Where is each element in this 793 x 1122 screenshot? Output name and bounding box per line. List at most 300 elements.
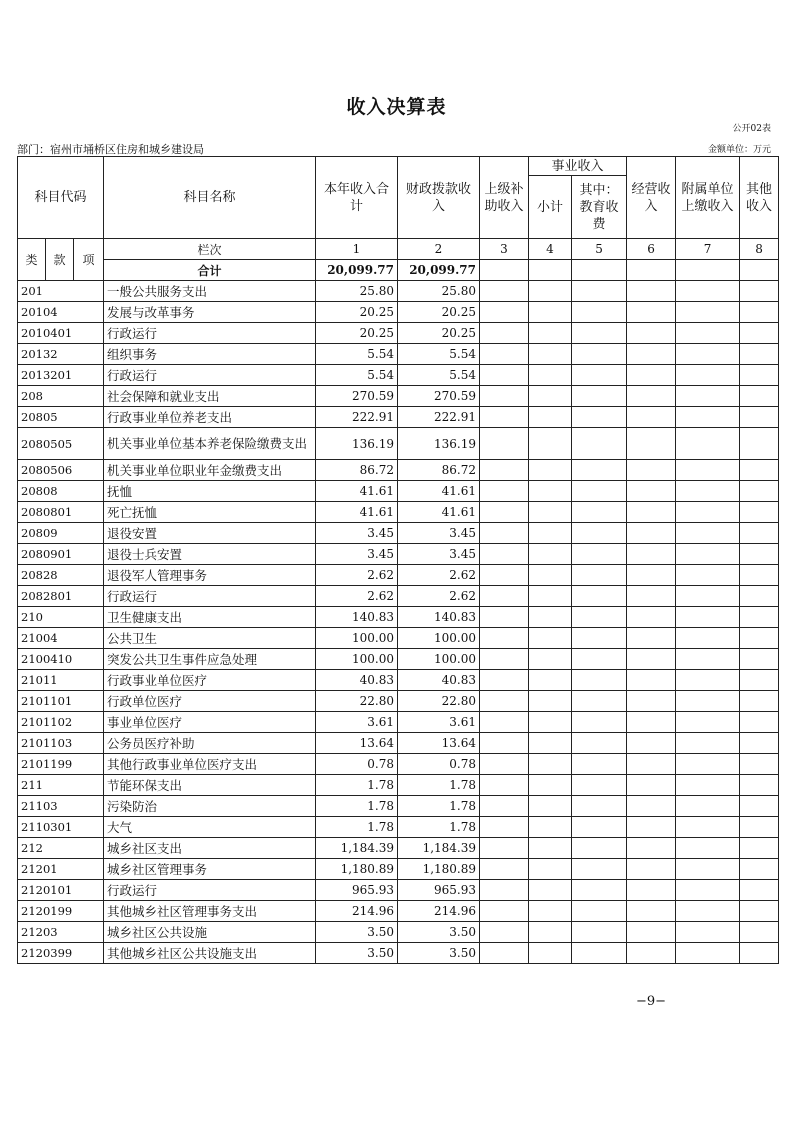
row-code: 21203 [18, 922, 104, 943]
row-income: 22.80 [316, 691, 398, 712]
empty-cell [740, 344, 779, 365]
empty-cell [572, 943, 627, 964]
row-fiscal: 222.91 [398, 407, 480, 428]
empty-cell [627, 838, 676, 859]
empty-cell [740, 670, 779, 691]
empty-cell [676, 365, 740, 386]
row-name: 死亡抚恤 [104, 502, 316, 523]
row-name: 其他城乡社区管理事务支出 [104, 901, 316, 922]
empty-cell [529, 901, 572, 922]
row-name: 城乡社区支出 [104, 838, 316, 859]
empty-cell [480, 670, 529, 691]
empty-cell [740, 775, 779, 796]
empty-cell [676, 901, 740, 922]
table-row [18, 481, 779, 502]
row-income: 3.50 [316, 943, 398, 964]
empty-cell [676, 523, 740, 544]
empty-cell [676, 859, 740, 880]
empty-cell [529, 460, 572, 481]
empty-cell [480, 775, 529, 796]
empty-cell [529, 691, 572, 712]
empty-cell [676, 407, 740, 428]
row-fiscal: 20.25 [398, 302, 480, 323]
empty-cell [627, 775, 676, 796]
empty-cell [676, 670, 740, 691]
row-name: 机关事业单位基本养老保险缴费支出 [104, 428, 316, 460]
table-row [18, 754, 779, 775]
empty-cell [529, 628, 572, 649]
row-income: 1.78 [316, 817, 398, 838]
row-code: 2082801 [18, 586, 104, 607]
empty-cell [676, 649, 740, 670]
empty-cell [740, 302, 779, 323]
empty-cell [529, 796, 572, 817]
empty-cell [572, 344, 627, 365]
row-code: 2013201 [18, 365, 104, 386]
row-code: 2120199 [18, 901, 104, 922]
column-number: 1 [316, 239, 398, 260]
row-code: 2101102 [18, 712, 104, 733]
row-name: 其他行政事业单位医疗支出 [104, 754, 316, 775]
empty-cell [480, 481, 529, 502]
table-row [18, 691, 779, 712]
empty-cell [676, 586, 740, 607]
empty-cell [572, 754, 627, 775]
empty-cell [480, 344, 529, 365]
empty-cell [529, 838, 572, 859]
empty-cell [572, 817, 627, 838]
row-name: 行政单位医疗 [104, 691, 316, 712]
amount-unit-label: 金额单位：万元 [707, 145, 771, 155]
empty-cell [627, 407, 676, 428]
empty-cell [740, 586, 779, 607]
empty-cell [627, 943, 676, 964]
empty-cell [627, 428, 676, 460]
row-fiscal: 3.45 [398, 544, 480, 565]
empty-cell [529, 943, 572, 964]
table-row [18, 880, 779, 901]
empty-cell [529, 649, 572, 670]
empty-cell [529, 523, 572, 544]
empty-cell [480, 502, 529, 523]
row-fiscal: 1.78 [398, 775, 480, 796]
empty-cell [676, 281, 740, 302]
row-income: 86.72 [316, 460, 398, 481]
row-income: 3.61 [316, 712, 398, 733]
row-code: 20805 [18, 407, 104, 428]
row-income: 222.91 [316, 407, 398, 428]
empty-cell [740, 712, 779, 733]
empty-cell [529, 386, 572, 407]
empty-cell [627, 796, 676, 817]
row-income: 0.78 [316, 754, 398, 775]
row-income: 20.25 [316, 323, 398, 344]
row-fiscal: 1,180.89 [398, 859, 480, 880]
header-operating: 经营收入 [627, 157, 676, 239]
empty-cell [480, 565, 529, 586]
row-fiscal: 214.96 [398, 901, 480, 922]
empty-cell [740, 323, 779, 344]
empty-cell [627, 880, 676, 901]
row-fiscal: 25.80 [398, 281, 480, 302]
empty-cell [572, 922, 627, 943]
row-income: 2.62 [316, 586, 398, 607]
empty-cell [529, 733, 572, 754]
table-row [18, 859, 779, 880]
empty-cell [480, 712, 529, 733]
empty-cell [627, 523, 676, 544]
empty-cell [676, 386, 740, 407]
row-code: 2010401 [18, 323, 104, 344]
row-income: 3.45 [316, 544, 398, 565]
row-code: 2101199 [18, 754, 104, 775]
header-education-fee: 其中：教育收费 [572, 176, 627, 239]
empty-cell [480, 649, 529, 670]
empty-cell [480, 859, 529, 880]
table-row [18, 607, 779, 628]
empty-cell [529, 775, 572, 796]
row-code: 210 [18, 607, 104, 628]
empty-cell [480, 607, 529, 628]
empty-cell [480, 754, 529, 775]
empty-cell [572, 523, 627, 544]
empty-cell [480, 523, 529, 544]
row-code: 208 [18, 386, 104, 407]
row-income: 41.61 [316, 502, 398, 523]
table-row [18, 943, 779, 964]
header-fiscal: 财政拨款收入 [398, 157, 480, 239]
empty-cell [572, 901, 627, 922]
table-row [18, 649, 779, 670]
row-code: 2120399 [18, 943, 104, 964]
table-row [18, 407, 779, 428]
row-name: 行政运行 [104, 323, 316, 344]
empty-cell [627, 565, 676, 586]
empty-cell [529, 323, 572, 344]
row-name: 行政事业单位医疗 [104, 670, 316, 691]
empty-cell [676, 607, 740, 628]
row-name: 机关事业单位职业年金缴费支出 [104, 460, 316, 481]
row-income: 5.54 [316, 365, 398, 386]
empty-cell [676, 817, 740, 838]
row-income: 1,184.39 [316, 838, 398, 859]
table-row [18, 281, 779, 302]
department-label: 部门：宿州市埇桥区住房和城乡建设局 [17, 143, 204, 156]
row-code: 2080801 [18, 502, 104, 523]
row-code: 20808 [18, 481, 104, 502]
empty-cell [480, 544, 529, 565]
empty-cell [676, 344, 740, 365]
empty-cell [529, 481, 572, 502]
empty-cell [572, 649, 627, 670]
table-row [18, 670, 779, 691]
table-row [18, 838, 779, 859]
empty-cell [627, 281, 676, 302]
row-name: 退役士兵安置 [104, 544, 316, 565]
row-income: 140.83 [316, 607, 398, 628]
empty-cell [529, 428, 572, 460]
empty-cell [480, 901, 529, 922]
row-fiscal: 3.50 [398, 943, 480, 964]
table-row [18, 817, 779, 838]
empty-cell [740, 901, 779, 922]
empty-cell [740, 628, 779, 649]
empty-cell [572, 880, 627, 901]
empty-cell [627, 460, 676, 481]
empty-cell [627, 733, 676, 754]
empty-cell [676, 922, 740, 943]
empty-cell [676, 796, 740, 817]
row-fiscal: 1,184.39 [398, 838, 480, 859]
row-fiscal: 40.83 [398, 670, 480, 691]
column-number: 7 [676, 239, 740, 260]
column-number: 3 [480, 239, 529, 260]
empty-cell [480, 796, 529, 817]
empty-cell [676, 544, 740, 565]
empty-cell [676, 565, 740, 586]
table-row [18, 523, 779, 544]
empty-cell [676, 754, 740, 775]
header-affiliated: 附属单位上缴收入 [676, 157, 740, 239]
total-row [18, 260, 779, 281]
empty-cell [627, 502, 676, 523]
page-title: 收入决算表 [346, 96, 447, 118]
empty-cell [740, 460, 779, 481]
empty-cell [740, 838, 779, 859]
empty-cell [676, 502, 740, 523]
row-fiscal: 86.72 [398, 460, 480, 481]
empty-cell [627, 544, 676, 565]
row-code: 2101101 [18, 691, 104, 712]
empty-cell [740, 481, 779, 502]
empty-cell [740, 565, 779, 586]
empty-cell [480, 386, 529, 407]
row-code: 2101103 [18, 733, 104, 754]
row-name: 行政事业单位养老支出 [104, 407, 316, 428]
row-fiscal: 5.54 [398, 344, 480, 365]
empty-cell [572, 460, 627, 481]
row-fiscal: 965.93 [398, 880, 480, 901]
row-code: 20828 [18, 565, 104, 586]
row-code: 20132 [18, 344, 104, 365]
empty-cell [572, 796, 627, 817]
total-income: 20,099.77 [316, 260, 398, 281]
empty-cell [627, 712, 676, 733]
table-row [18, 796, 779, 817]
row-name: 城乡社区管理事务 [104, 859, 316, 880]
empty-cell [480, 943, 529, 964]
empty-cell [572, 323, 627, 344]
empty-cell [480, 428, 529, 460]
empty-cell [480, 323, 529, 344]
row-name: 卫生健康支出 [104, 607, 316, 628]
empty-cell [572, 775, 627, 796]
table-row [18, 775, 779, 796]
empty-cell [676, 302, 740, 323]
empty-cell [740, 544, 779, 565]
empty-cell [627, 649, 676, 670]
empty-cell [572, 628, 627, 649]
empty-cell [529, 565, 572, 586]
empty-cell [627, 859, 676, 880]
empty-cell [572, 670, 627, 691]
row-code: 212 [18, 838, 104, 859]
row-fiscal: 140.83 [398, 607, 480, 628]
empty-cell [627, 481, 676, 502]
empty-cell [529, 502, 572, 523]
row-name: 大气 [104, 817, 316, 838]
row-code: 2110301 [18, 817, 104, 838]
row-income: 136.19 [316, 428, 398, 460]
form-number: 公开02表 [732, 124, 771, 134]
row-code: 201 [18, 281, 104, 302]
table-row [18, 565, 779, 586]
empty-cell [529, 586, 572, 607]
row-income: 100.00 [316, 649, 398, 670]
empty-cell [529, 544, 572, 565]
empty-cell [572, 481, 627, 502]
empty-cell [480, 407, 529, 428]
empty-cell [572, 859, 627, 880]
income-table [17, 156, 779, 964]
empty-cell [676, 323, 740, 344]
empty-cell [480, 838, 529, 859]
empty-cell [740, 943, 779, 964]
empty-cell [627, 302, 676, 323]
empty-cell [627, 901, 676, 922]
empty-cell [740, 754, 779, 775]
empty-cell [529, 670, 572, 691]
empty-cell [627, 670, 676, 691]
row-name: 城乡社区公共设施 [104, 922, 316, 943]
header-name: 科目名称 [104, 157, 316, 239]
empty-cell [572, 733, 627, 754]
empty-cell [480, 922, 529, 943]
empty-cell [572, 586, 627, 607]
empty-cell [529, 754, 572, 775]
empty-cell [480, 302, 529, 323]
row-fiscal: 5.54 [398, 365, 480, 386]
empty-cell [572, 838, 627, 859]
empty-cell [627, 691, 676, 712]
empty-cell [480, 733, 529, 754]
table-row [18, 502, 779, 523]
total-label: 合计 [104, 260, 316, 281]
row-income: 3.45 [316, 523, 398, 544]
empty-cell [572, 607, 627, 628]
row-name: 公共卫生 [104, 628, 316, 649]
header-business-income: 事业收入 [529, 157, 627, 176]
row-fiscal: 2.62 [398, 586, 480, 607]
row-code: 21004 [18, 628, 104, 649]
empty-cell [740, 691, 779, 712]
empty-cell [529, 407, 572, 428]
row-fiscal: 41.61 [398, 481, 480, 502]
empty-cell [627, 817, 676, 838]
empty-cell [529, 712, 572, 733]
empty-cell [529, 365, 572, 386]
empty-cell [740, 733, 779, 754]
row-code: 2080901 [18, 544, 104, 565]
empty-cell [572, 712, 627, 733]
row-fiscal: 20.25 [398, 323, 480, 344]
empty-cell [676, 691, 740, 712]
row-code: 2080505 [18, 428, 104, 460]
column-row-label: 栏次 [104, 239, 316, 260]
row-code: 2080506 [18, 460, 104, 481]
empty-cell [480, 460, 529, 481]
row-income: 100.00 [316, 628, 398, 649]
row-name: 其他城乡社区公共设施支出 [104, 943, 316, 964]
empty-cell [627, 754, 676, 775]
row-income: 2.62 [316, 565, 398, 586]
empty-cell [676, 628, 740, 649]
empty-cell [676, 943, 740, 964]
empty-cell [676, 733, 740, 754]
table-row [18, 712, 779, 733]
row-fiscal: 3.61 [398, 712, 480, 733]
row-code: 20104 [18, 302, 104, 323]
empty-cell [572, 428, 627, 460]
row-income: 1.78 [316, 796, 398, 817]
empty-cell [676, 712, 740, 733]
row-income: 20.25 [316, 302, 398, 323]
empty-cell [740, 428, 779, 460]
row-name: 节能环保支出 [104, 775, 316, 796]
empty-cell [572, 302, 627, 323]
empty-cell [529, 607, 572, 628]
empty-cell [627, 365, 676, 386]
empty-cell [740, 649, 779, 670]
row-name: 退役军人管理事务 [104, 565, 316, 586]
table-row [18, 586, 779, 607]
empty-cell [740, 859, 779, 880]
empty-cell [676, 838, 740, 859]
empty-cell [676, 481, 740, 502]
row-code: 211 [18, 775, 104, 796]
empty-cell [627, 586, 676, 607]
row-name: 行政运行 [104, 365, 316, 386]
table-row [18, 733, 779, 754]
page-number: −9− [636, 994, 667, 1009]
empty-cell [529, 880, 572, 901]
row-code: 21103 [18, 796, 104, 817]
row-fiscal: 100.00 [398, 649, 480, 670]
column-number: 8 [740, 239, 779, 260]
table-row [18, 628, 779, 649]
empty-cell [480, 628, 529, 649]
row-name: 退役安置 [104, 523, 316, 544]
row-code: 21201 [18, 859, 104, 880]
header-superior-subsidy: 上级补助收入 [480, 157, 529, 239]
table-row [18, 386, 779, 407]
row-income: 3.50 [316, 922, 398, 943]
table-row [18, 365, 779, 386]
empty-cell [627, 386, 676, 407]
column-number: 6 [627, 239, 676, 260]
row-name: 污染防治 [104, 796, 316, 817]
row-fiscal: 2.62 [398, 565, 480, 586]
header-code: 科目代码 [18, 157, 104, 239]
empty-cell [572, 565, 627, 586]
empty-cell [740, 386, 779, 407]
table-row [18, 302, 779, 323]
empty-cell [480, 281, 529, 302]
row-income: 965.93 [316, 880, 398, 901]
row-income: 5.54 [316, 344, 398, 365]
row-name: 行政运行 [104, 586, 316, 607]
empty-cell [676, 880, 740, 901]
